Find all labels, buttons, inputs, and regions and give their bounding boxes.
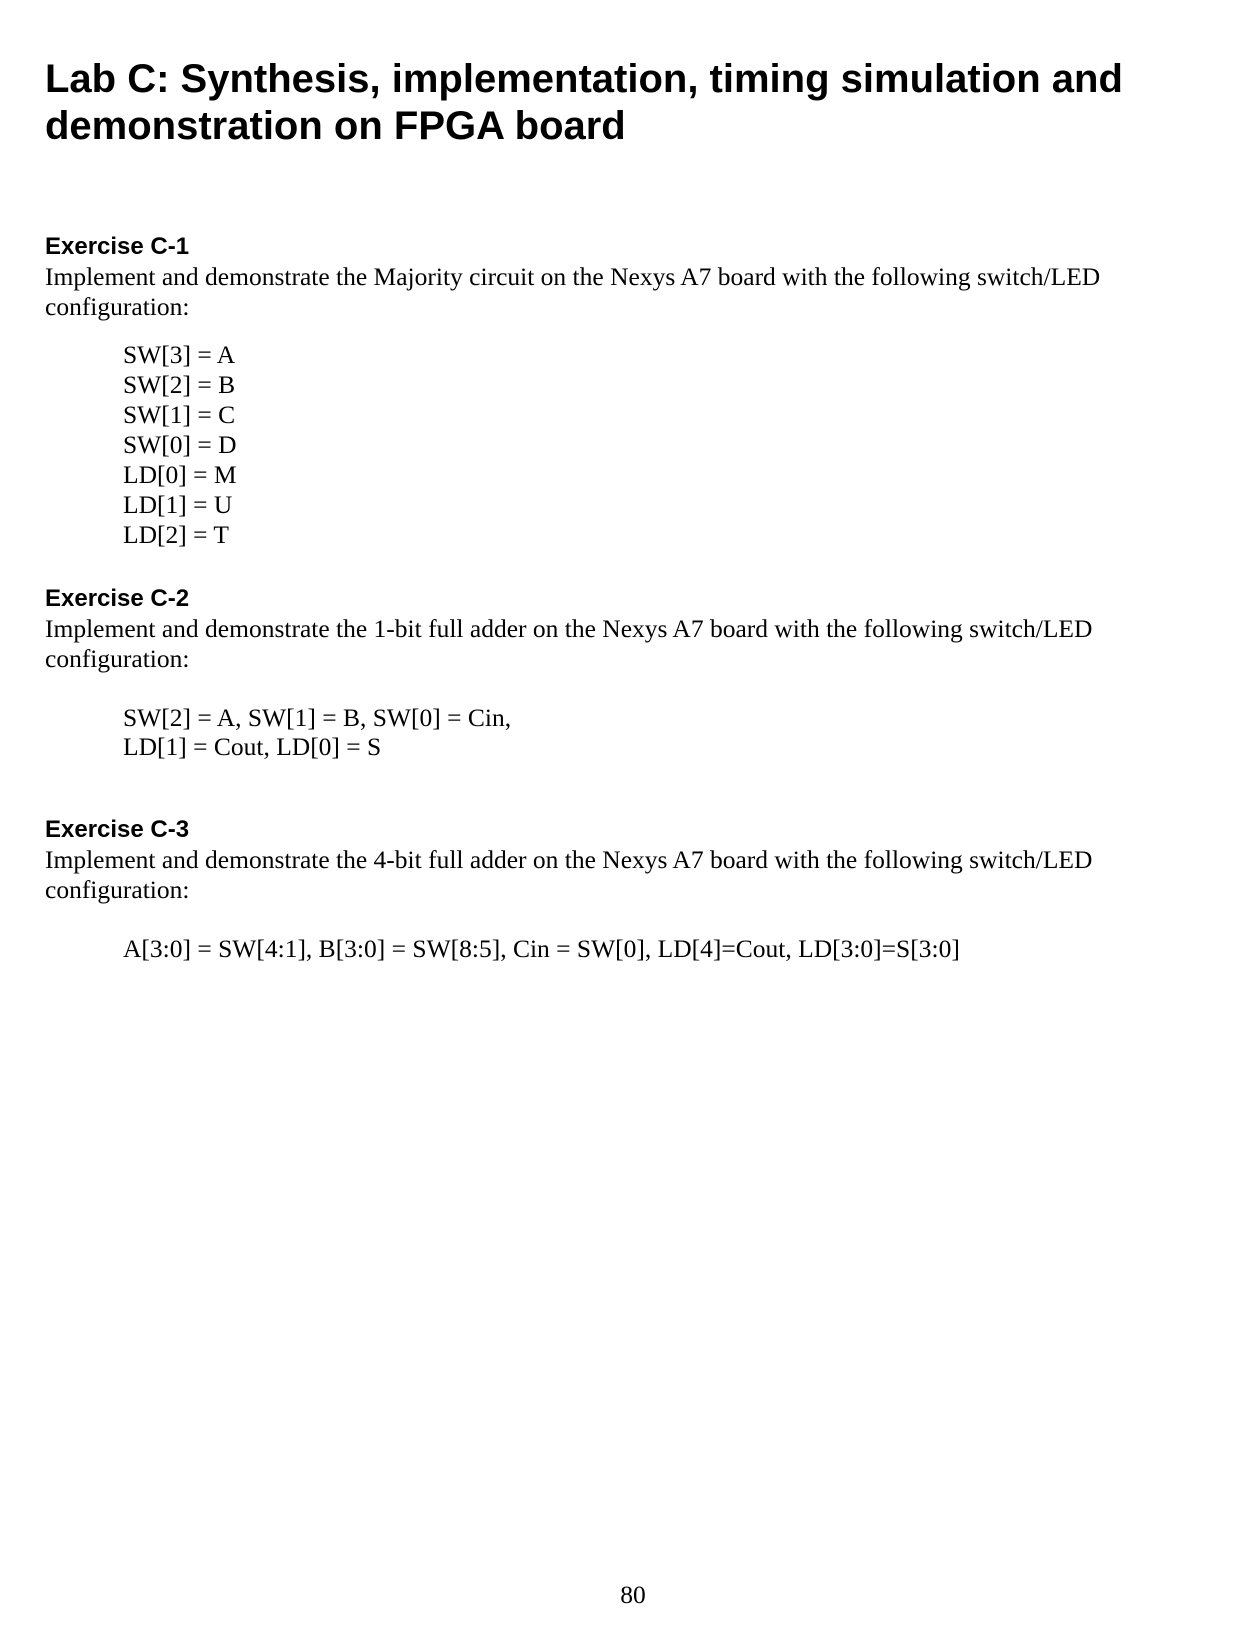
config-line: A[3:0] = SW[4:1], B[3:0] = SW[8:5], Cin = SW[0], LD[4]=Cout, LD[3:0]=S[3:0] [123,934,960,963]
config-line: SW[3] = A [123,340,236,369]
config-line: LD[0] = M [123,460,237,489]
exercise-c1-heading: Exercise C-1 [45,233,190,260]
page-number: 80 [620,1580,646,1609]
exercise-c1-description: Implement and demonstrate the Majority circuit on the Nexys A7 board with the following switch/LED configuration: [45,262,1101,321]
exercise-c3-description: Implement and demonstrate the 4-bit full adder on the Nexys A7 board with the following switch/LED configuration: [45,845,1093,904]
page-title: Lab C: Synthesis, implementation, timing simulation and demonstration on FPGA board [45,57,1123,148]
exercise-c3-config [123,934,960,964]
exercise-c2-description: Implement and demonstrate the 1-bit full adder on the Nexys A7 board with the following switch/LED configuration: [45,614,1093,673]
config-line: SW[1] = C [123,400,236,429]
config-line: SW[2] = A, SW[1] = B, SW[0] = Cin, [123,703,512,732]
exercise-c2-config [123,703,511,761]
exercise-c1-config [123,340,237,550]
config-line: SW[2] = B [123,370,236,399]
config-line: LD[2] = T [123,520,229,549]
config-line: LD[1] = Cout, LD[0] = S [123,732,382,761]
config-line: SW[0] = D [123,430,237,459]
exercise-c2-heading: Exercise C-2 [45,585,190,612]
exercise-c3-heading: Exercise C-3 [45,816,190,843]
config-line: LD[1] = U [123,490,233,519]
